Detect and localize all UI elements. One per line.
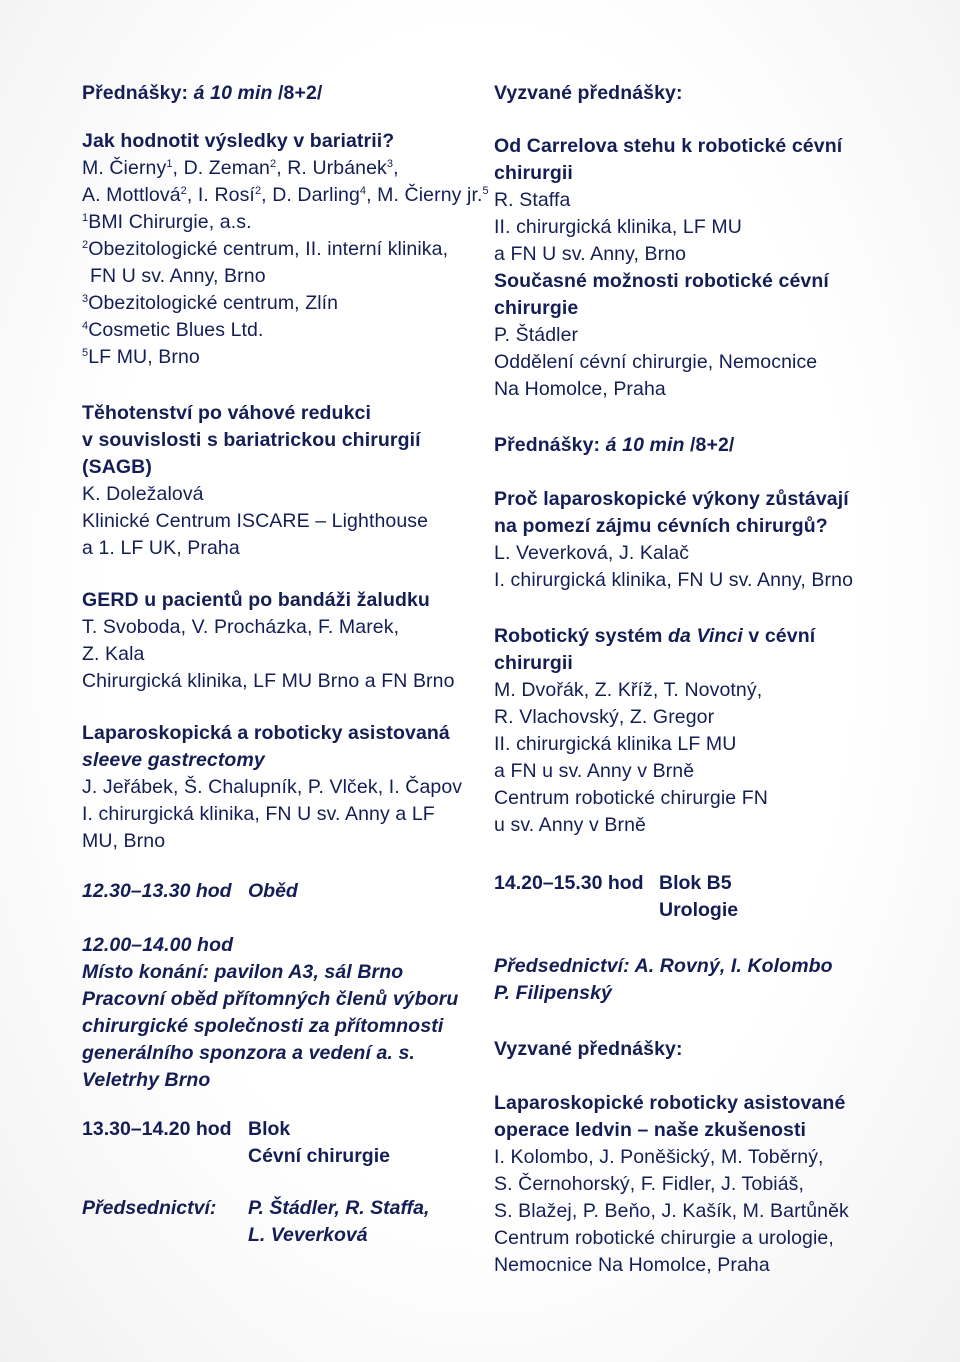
talk-title: Robotický systém da Vinci v cévní	[494, 625, 816, 647]
talk-affiliation: II. chirurgická klinika LF MU	[494, 733, 737, 755]
talk-affiliation: a 1. LF UK, Praha	[82, 537, 240, 559]
talk-affiliation: Centrum robotické chirurgie a urologie,	[494, 1227, 834, 1249]
talk-affiliation: $^4$Cosmetic Blues Ltd.	[82, 319, 264, 341]
lunch-time: 12.30–13.30 hod	[82, 880, 232, 902]
talk-affiliation: II. chirurgická klinika, LF MU	[494, 216, 742, 238]
talk-title: GERD u pacientů po bandáži žaludku	[82, 589, 430, 611]
talk-title: v souvislosti s bariatrickou chirurgií	[82, 429, 421, 451]
talk-title: operace ledvin – naše zkušenosti	[494, 1119, 807, 1141]
lunch-label: Oběd	[248, 880, 298, 902]
talk-authors: S. Černohorský, F. Fidler, J. Tobiáš,	[494, 1173, 805, 1195]
talk-affiliation: Oddělení cévní chirurgie, Nemocnice	[494, 351, 818, 373]
talk-title: Laparoskopické roboticky asistované	[494, 1092, 846, 1114]
talk-authors: A. Mottlová$^2$, I. Rosí$^2$, D. Darling$^4$, M. Čierny jr.$^5$	[82, 184, 489, 206]
talk-affiliation: Klinické Centrum ISCARE – Lighthouse	[82, 510, 429, 532]
talk-affiliation: $^1$BMI Chirurgie, a.s.	[82, 211, 252, 233]
talk-title: Od Carrelova stehu k robotické cévní	[494, 135, 843, 157]
chairs-names: L. Veverková	[248, 1224, 368, 1246]
block-time: 13.30–14.20 hod	[82, 1118, 232, 1140]
talk-title: na pomezí zájmu cévních chirurgů?	[494, 515, 828, 537]
talk-title: Laparoskopická a roboticky asistovaná	[82, 722, 450, 744]
meeting-text: Pracovní oběd přítomných členů výboru	[82, 988, 459, 1010]
invited-heading: Vyzvané přednášky:	[494, 1038, 683, 1060]
talk-authors: R. Staffa	[494, 189, 571, 211]
talk-title: (SAGB)	[82, 456, 152, 478]
talk-title: Jak hodnotit výsledky v bariatrii?	[82, 130, 395, 152]
chairs-label: Předsednictví:	[82, 1197, 217, 1219]
talk-affiliation: $^2$Obezitologické centrum, II. interní klinika,	[82, 238, 449, 260]
meeting-text: Místo konání: pavilon A3, sál Brno	[82, 961, 404, 983]
talk-authors: I. Kolombo, J. Poněšický, M. Toběrný,	[494, 1146, 824, 1168]
lectures-heading: Přednášky: á 10 min /8+2/	[494, 434, 735, 456]
talk-affiliation: $^3$Obezitologické centrum, Zlín	[82, 292, 339, 314]
block-time: 14.20–15.30 hod	[494, 872, 644, 894]
talk-authors: K. Doležalová	[82, 483, 204, 505]
meeting-text: generálního sponzora a vedení a. s.	[82, 1042, 415, 1064]
chairs: P. Filipenský	[494, 982, 612, 1004]
talk-affiliation: Centrum robotické chirurgie FN	[494, 787, 768, 809]
talk-title: chirurgii	[494, 162, 573, 184]
talk-authors: L. Veverková, J. Kalač	[494, 542, 690, 564]
talk-authors: M. Dvořák, Z. Kříž, T. Novotný,	[494, 679, 763, 701]
talk-authors: M. Čierny$^1$, D. Zeman$^2$, R. Urbánek$^3$,	[82, 157, 399, 179]
talk-authors: T. Svoboda, V. Procházka, F. Marek,	[82, 616, 400, 638]
talk-affiliation: I. chirurgická klinika, FN U sv. Anny, Brno	[494, 569, 854, 591]
talk-affiliation: Na Homolce, Praha	[494, 378, 666, 400]
talk-affiliation: I. chirurgická klinika, FN U sv. Anny a LF	[82, 803, 435, 825]
talk-title: sleeve gastrectomy	[82, 749, 265, 771]
talk-title: Těhotenství po váhové redukci	[82, 402, 371, 424]
block-topic: Urologie	[659, 899, 739, 921]
talk-title: chirurgie	[494, 297, 579, 319]
talk-affiliation: Chirurgická klinika, LF MU Brno a FN Brno	[82, 670, 455, 692]
talk-authors: Z. Kala	[82, 643, 145, 665]
talk-affiliation: a FN U sv. Anny, Brno	[494, 243, 687, 265]
talk-affiliation: Nemocnice Na Homolce, Praha	[494, 1254, 770, 1276]
talk-authors: P. Štádler	[494, 324, 579, 346]
talk-affiliation: a FN u sv. Anny v Brně	[494, 760, 695, 782]
meeting-time: 12.00–14.00 hod	[82, 934, 234, 956]
lectures-heading: Přednášky: á 10 min /8+2/	[82, 82, 323, 104]
talk-title: Proč laparoskopické výkony zůstávají	[494, 488, 849, 510]
talk-affiliation: MU, Brno	[82, 830, 166, 852]
block-label: Blok	[248, 1118, 291, 1140]
talk-authors: J. Jeřábek, Š. Chalupník, P. Vlček, I. Čapov	[82, 776, 463, 798]
talk-authors: S. Blažej, P. Beňo, J. Kašík, M. Bartůněk	[494, 1200, 849, 1222]
talk-affiliation: u sv. Anny v Brně	[494, 814, 646, 836]
chairs: Předsednictví: A. Rovný, I. Kolombo	[494, 955, 833, 977]
meeting-text: Veletrhy Brno	[82, 1069, 211, 1091]
talk-authors: R. Vlachovský, Z. Gregor	[494, 706, 715, 728]
chairs-names: P. Štádler, R. Staffa,	[248, 1197, 430, 1219]
block-label: Blok B5	[659, 872, 732, 894]
block-topic: Cévní chirurgie	[248, 1145, 390, 1167]
talk-affiliation: FN U sv. Anny, Brno	[90, 265, 266, 287]
meeting-text: chirurgické společnosti za přítomnosti	[82, 1015, 444, 1037]
invited-heading: Vyzvané přednášky:	[494, 82, 683, 104]
talk-title: Současné možnosti robotické cévní	[494, 270, 829, 292]
talk-affiliation: $^5$LF MU, Brno	[82, 346, 200, 368]
talk-title: chirurgii	[494, 652, 573, 674]
